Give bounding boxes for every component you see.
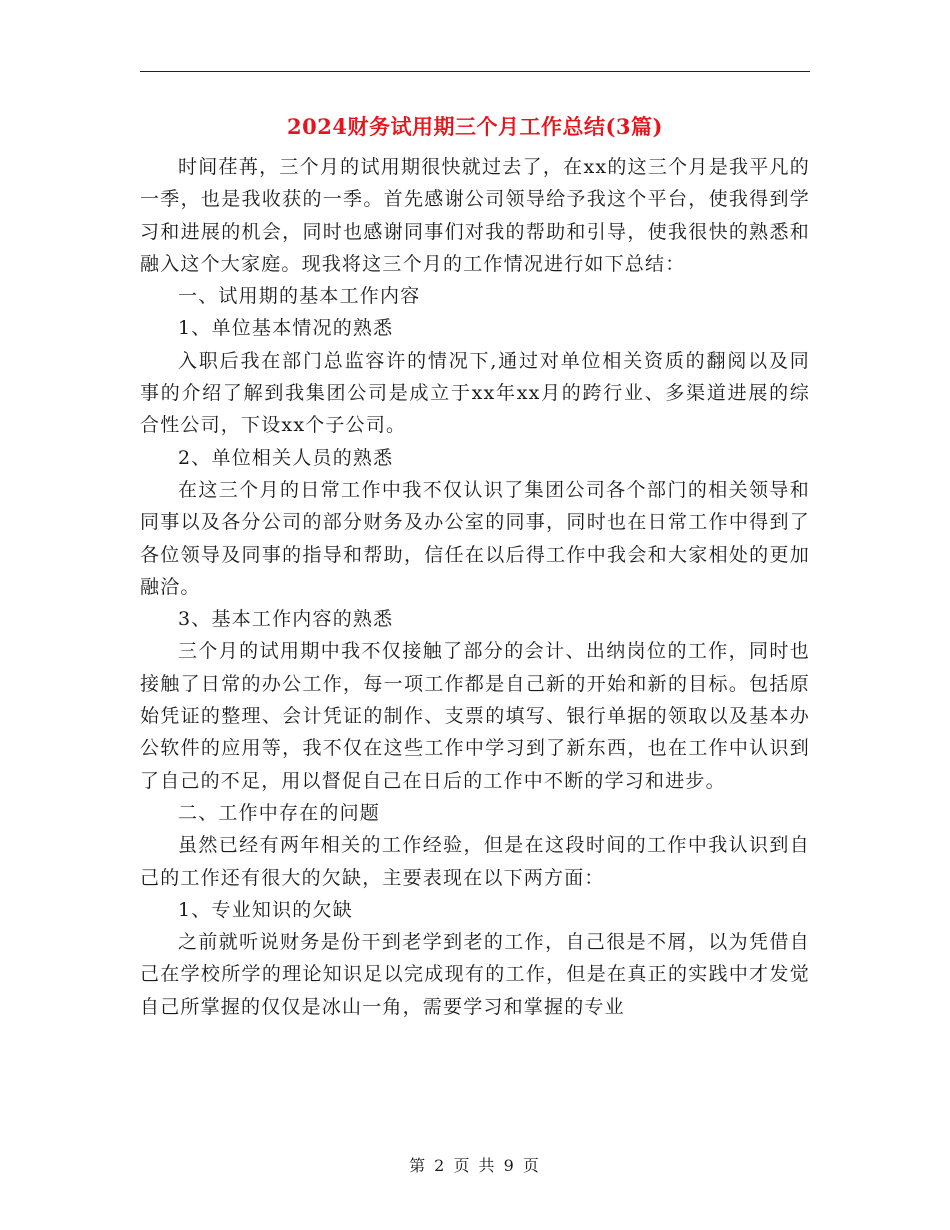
section-heading-1: 一、试用期的基本工作内容 (178, 285, 421, 308)
document-body (140, 151, 810, 1023)
subheading-1-1: 1、单位基本情况的熟悉 (178, 317, 394, 340)
subheading-2-1: 1、专业知识的欠缺 (178, 898, 353, 921)
paragraph-intro: 时间荏苒，三个月的试用期很快就过去了，在xx的这三个月是我平凡的一季，也是我收获的一季。首先感谢公司领导给予我这个平台，使我得到学习和进展的机会，同时也感谢同事们对我的帮助和引导，使我很快的熟悉和融入这个大家庭。现我将这三个月的工作情况进行如下总结： (140, 156, 810, 275)
section-heading-2: 二、工作中存在的问题 (178, 801, 381, 824)
paragraph: 虽然已经有两年相关的工作经验，但是在这段时间的工作中我认识到自己的工作还有很大的欠缺，主要表现在以下两方面： (140, 834, 810, 889)
document-title: 2024财务试用期三个月工作总结(3篇) (287, 114, 663, 139)
page-footer: 第 2 页 共 9 页 (409, 1156, 541, 1175)
paragraph: 三个月的试用期中我不仅接触了部分的会计、出纳岗位的工作，同时也接触了日常的办公工作，每一项工作都是自己新的开始和新的目标。包括原始凭证的整理、会计凭证的制作、支票的填写、银行单据的领取以及基本办公软件的应用等，我不仅在这些工作中学习到了新东西，也在工作中认识到了自己的不足，用以督促自己在日后的工作中不断的学习和进步。 (140, 640, 810, 792)
header-rule (140, 71, 810, 72)
paragraph: 在这三个月的日常工作中我不仅认识了集团公司各个部门的相关领导和同事以及各分公司的部分财务及办公室的同事，同时也在日常工作中得到了各位领导及同事的指导和帮助，信任在以后得工作中我会和大家相处的更加融洽。 (140, 478, 810, 598)
paragraph: 之前就听说财务是份干到老学到老的工作，自己很是不屑，以为凭借自己在学校所学的理论知识足以完成现有的工作，但是在真正的实践中才发觉自己所掌握的仅仅是冰山一角，需要学习和掌握的专业 (140, 931, 810, 1018)
subheading-1-3: 3、基本工作内容的熟悉 (178, 608, 394, 631)
paragraph: 入职后我在部门总监容许的情况下,通过对单位相关资质的翻阅以及同事的介绍了解到我集团公司是成立于xx年xx月的跨行业、多渠道进展的综合性公司，下设xx个子公司。 (140, 349, 810, 437)
subheading-1-2: 2、单位相关人员的熟悉 (178, 446, 394, 469)
